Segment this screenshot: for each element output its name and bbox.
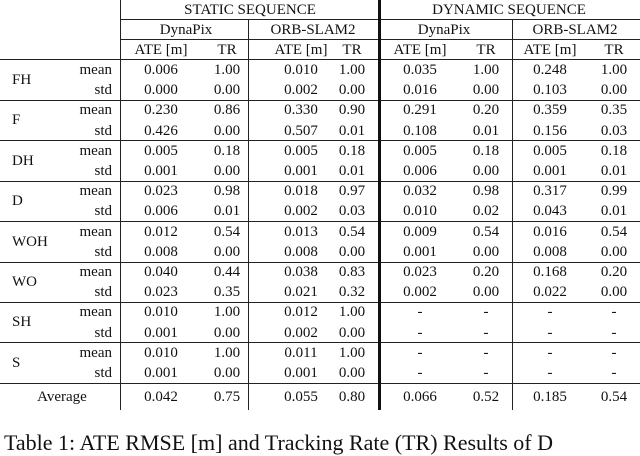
table-cell: 1.00 [213,304,241,321]
group-divider [0,342,640,343]
group-divider [0,302,640,303]
metric-header: TR [217,42,237,58]
stat-label: std [94,284,112,301]
table-cell: 0.023 [144,183,178,200]
table-cell: 0.507 [284,122,318,139]
table-cell: 0.83 [338,264,366,280]
table-cell: 0.103 [533,82,567,99]
average-cell: 0.52 [472,389,500,406]
table-cell: - [547,304,553,321]
table-cell: 0.016 [403,82,437,99]
table-cell: 0.01 [472,122,500,139]
table-cell: 0.005 [403,142,437,159]
table-cell: 0.00 [472,163,500,179]
table-cell: 0.01 [338,122,366,139]
metric-header: TR [342,42,362,58]
table-cell: 0.006 [403,163,437,179]
method-divider [512,20,513,410]
table-cell: 0.010 [284,62,318,78]
table-cell: 0.00 [472,243,500,260]
table-cell: 0.006 [144,62,178,78]
stat-label: std [94,243,112,260]
table-cell: 0.54 [472,223,500,240]
average-cell: 0.185 [533,389,567,406]
table-cell: 0.00 [338,365,366,381]
table-cell: 0.00 [213,324,241,341]
table-cell: 0.023 [144,284,178,301]
table-cell: 0.317 [533,183,567,200]
table-cell: 0.005 [144,142,178,159]
table-cell: 0.016 [533,223,567,240]
table-cell: 0.44 [213,264,241,280]
group-divider [0,140,640,141]
table-cell: - [417,324,423,341]
average-cell: 0.80 [338,389,366,406]
table-cell: 0.006 [144,203,178,220]
table-cell: 1.00 [338,62,366,78]
table-cell: 0.00 [338,243,366,260]
stat-label: mean [79,304,112,321]
table-cell: 0.54 [600,223,628,240]
table-cell: 0.54 [338,223,366,240]
table-cell: 0.001 [284,365,318,381]
table-cell: 0.013 [284,223,318,240]
table-cell: 0.18 [600,142,628,159]
table-cell: 0.00 [213,365,241,381]
row-group-label: WOH [12,233,48,250]
stat-label: std [94,82,112,99]
table-cell: 0.010 [144,344,178,361]
table-cell: 0.032 [403,183,437,200]
row-group-label: FH [12,72,32,88]
table-cell: 0.168 [533,264,567,280]
method-header: DynaPix [417,22,471,38]
table-cell: - [611,365,617,381]
stat-label: std [94,163,112,179]
metric-header: ATE [m] [274,42,328,58]
stat-label: mean [79,62,112,78]
table-cell: 0.330 [284,102,318,119]
method-divider [248,20,249,410]
metric-header: ATE [m] [134,42,188,58]
metric-header: TR [604,42,624,58]
table-cell: 1.00 [600,62,628,78]
table-cell: 0.008 [533,243,567,260]
table-cell: 0.002 [284,324,318,341]
sequence-divider [378,0,381,410]
table-cell: 0.00 [600,284,628,301]
table-cell: 0.20 [472,264,500,280]
method-header: DynaPix [159,22,213,38]
table-cell: 0.022 [533,284,567,301]
stat-label: mean [79,142,112,159]
table-cell: 0.359 [533,102,567,119]
stat-label: std [94,324,112,341]
table-cell: - [547,365,553,381]
table-cell: 0.00 [472,284,500,301]
table-cell: 0.03 [600,122,628,139]
row-group-label: D [12,193,23,210]
table-cell: 0.021 [284,284,318,301]
row-group-label: S [12,354,21,371]
table-cell: 0.03 [338,203,366,220]
average-cell: 0.055 [284,389,318,406]
table-cell: 0.010 [144,304,178,321]
row-group-label: WO [12,274,37,290]
stat-label: std [94,203,112,220]
table-cell: 0.02 [472,203,500,220]
average-cell: 0.54 [600,389,628,406]
table-cell: - [547,344,553,361]
stat-label: mean [79,183,112,200]
table-cell: 0.001 [144,163,178,179]
table-cell: 0.108 [403,122,437,139]
table-cell: 0.005 [533,142,567,159]
group-divider [0,100,640,101]
table-cell: 0.000 [144,82,178,99]
table-cell: 1.00 [338,344,366,361]
stat-label: mean [79,223,112,240]
table-cell: 0.01 [600,163,628,179]
table-cell: 0.00 [213,243,241,260]
table-cell: 0.002 [284,203,318,220]
table-cell: - [611,344,617,361]
table-cell: - [417,304,423,321]
table-cell: 0.00 [213,163,241,179]
metric-header: ATE [m] [523,42,577,58]
table-cell: 0.35 [600,102,628,119]
table-cell: 0.00 [600,243,628,260]
stat-label: std [94,122,112,139]
method-header: ORB-SLAM2 [270,22,356,38]
group-divider [0,221,640,222]
table-caption: Table 1: ATE RMSE [m] and Tracking Rate (TR) Results of D [4,430,554,455]
table-cell: 0.005 [284,142,318,159]
table-cell: 0.040 [144,264,178,280]
table-cell: 0.32 [338,284,366,301]
dynamic-sequence-header: DYNAMIC SEQUENCE [432,2,586,18]
table-cell: 0.002 [403,284,437,301]
table-cell: - [483,365,489,381]
table-cell: - [483,304,489,321]
table-cell: 0.00 [338,82,366,99]
table-cell: 1.00 [472,62,500,78]
table-cell: 0.001 [144,365,178,381]
table-cell: 0.18 [213,142,241,159]
metric-header: ATE [m] [393,42,447,58]
table-cell: - [417,344,423,361]
table-cell: 0.001 [403,243,437,260]
table-cell: - [611,304,617,321]
table-cell: 0.98 [213,183,241,200]
average-cell: 0.066 [403,389,437,406]
average-cell: 0.042 [144,389,178,406]
table-cell: 0.035 [403,62,437,78]
table-cell: 1.00 [213,344,241,361]
table-cell: - [611,324,617,341]
table-cell: 0.20 [600,264,628,280]
stat-label: std [94,365,112,381]
table-cell: 0.00 [338,324,366,341]
table-cell: 0.426 [144,122,178,139]
table-cell: 0.20 [472,102,500,119]
table-cell: 0.248 [533,62,567,78]
stat-label: mean [79,344,112,361]
header-rule [0,59,640,60]
table-cell: 0.00 [213,122,241,139]
average-label: Average [37,389,87,406]
table-cell: 0.98 [472,183,500,200]
average-cell: 0.75 [213,389,241,406]
table-cell: 0.038 [284,264,318,280]
table-cell: 0.230 [144,102,178,119]
label-column-divider [120,0,121,410]
table-cell: 0.001 [533,163,567,179]
group-divider [0,383,640,384]
table-cell: 0.97 [338,183,366,200]
table-cell: 0.001 [144,324,178,341]
static-sequence-header: STATIC SEQUENCE [184,2,316,18]
table-cell: 1.00 [213,62,241,78]
table-cell: 0.018 [284,183,318,200]
table-cell: 0.00 [600,82,628,99]
metric-header: TR [476,42,496,58]
table-cell: 0.008 [284,243,318,260]
table-cell: 0.011 [284,344,318,361]
table-cell: 0.291 [403,102,437,119]
table-cell: 0.99 [600,183,628,200]
table-cell: 0.54 [213,223,241,240]
table-cell: 0.00 [213,82,241,99]
table-cell: 0.01 [600,203,628,220]
stat-label: mean [79,102,112,119]
table-cell: 1.00 [338,304,366,321]
table-cell: 0.00 [472,82,500,99]
table-cell: 0.012 [144,223,178,240]
group-divider [0,262,640,263]
table-cell: - [417,365,423,381]
table-cell: 0.90 [338,102,366,119]
table-cell: 0.01 [338,163,366,179]
table-cell: - [547,324,553,341]
stat-label: mean [79,264,112,280]
row-group-label: SH [12,314,32,331]
table-cell: 0.86 [213,102,241,119]
table-cell: 0.002 [284,82,318,99]
table-cell: 0.010 [403,203,437,220]
table-cell: 0.01 [213,203,241,220]
table-cell: 0.009 [403,223,437,240]
method-header: ORB-SLAM2 [532,22,618,38]
row-group-label: DH [12,152,34,169]
table-cell: 0.008 [144,243,178,260]
table-cell: 0.023 [403,264,437,280]
group-divider [0,181,640,182]
row-group-label: F [12,112,21,129]
table-cell: 0.043 [533,203,567,220]
table-cell: 0.35 [213,284,241,301]
table-cell: 0.001 [284,163,318,179]
table-cell: 0.012 [284,304,318,321]
table-cell: - [483,324,489,341]
table-cell: 0.18 [472,142,500,159]
table-cell: - [483,344,489,361]
table-cell: 0.18 [338,142,366,159]
table-cell: 0.156 [533,122,567,139]
